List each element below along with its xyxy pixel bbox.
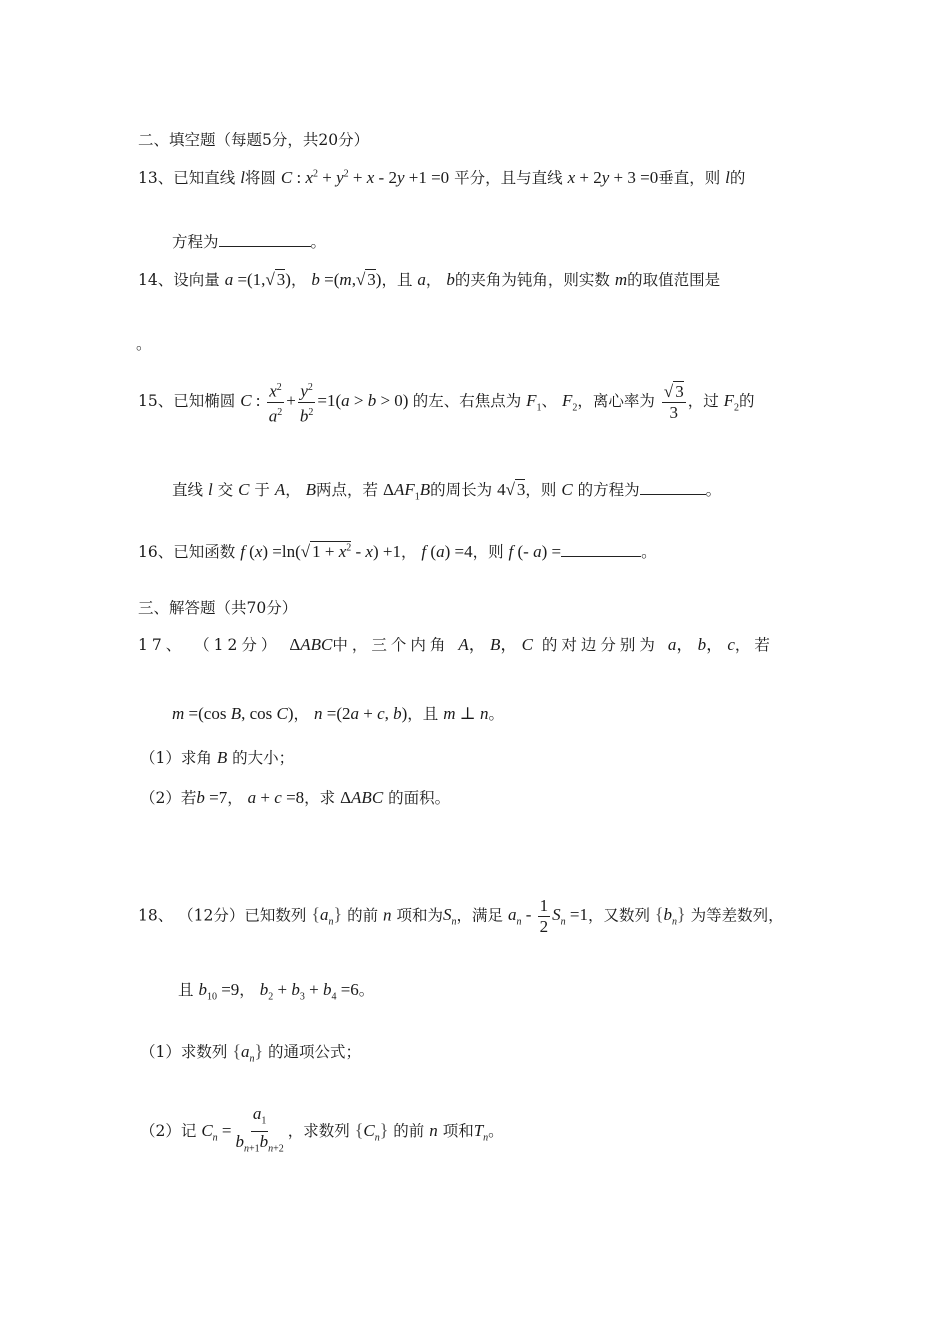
math-sequence-condition: $a_n$ - $\frac{1}{2}$ $S_n =1$ [507, 896, 588, 936]
question-14-number: 14、 [138, 271, 174, 289]
question-18-line-2: 且 $b_{10} =9$， $b_2 + b_3 + b_4 =6$。 [178, 980, 375, 1003]
math-triangle-af1b: $\Delta AF_1B$ [383, 480, 431, 503]
question-16-number: 16、 [138, 543, 174, 561]
question-17-line-1: 17、 （12分） ΔABC中，三个内角 A， B， C 的对边分别为 a， b， c，若 [138, 635, 774, 654]
math-eccentricity: $\frac{√ 3}{3}$ [663, 381, 684, 422]
section-3-title: 三、解答题（共70分） [138, 599, 298, 617]
math-circle-equation: C : $x^2 + y^2 + x - 2y +1 =0$ [280, 168, 450, 187]
question-17-part-1: （1）求角 B 的大小； [140, 748, 295, 767]
math-function-f: f (x) =ln(√ $1 + x^2 - x) +1$ [240, 542, 401, 561]
math-cn-definition: $C_n$ = $\frac{a_1}{b_{n+1}b_{n+2}}$ [201, 1104, 284, 1155]
question-13-line-1: 13、已知直线 l将圆 C : $x^2 + y^2 + x - 2y +1 =0$ 平分，且与直线 x + 2y + 3 =0垂直，则 l的 [138, 168, 746, 187]
math-ellipse-equation: C : $\frac{x^2}{a^2}$ + $\frac{y^2}{b^2}$ =1(a > b > 0) [240, 391, 413, 410]
question-18-number: 18、 [138, 906, 174, 925]
question-15-line-1: 15、已知椭圆 C : $\frac{x^2}{a^2}$ + $\frac{y^2}{b^2}$ =1(a > b > 0) 的左、右焦点为 $F_1$、 $F_2$，离心率为 $\frac{√ 3}{3}$ ，过 $F_2$的 [138, 378, 755, 426]
question-14-line-2: 。 [136, 335, 152, 353]
math-line-equation: x + 2y + 3 =0 [567, 168, 659, 187]
question-17-part-2: （2）若b =7， a + c =8，求 ΔABC 的面积。 [140, 788, 451, 807]
question-18-line-1: 18、 （12分）已知数列 $\{a_n\}$ 的前 n 项和为$S_n$，满足 $a_n$ - $\frac{1}{2}$ $S_n =1$，又数列 $\{b_n\}$ 为等差数列， [138, 896, 784, 936]
answer-blank-16 [561, 547, 641, 557]
question-13-line-2: 方程为 。 [172, 233, 327, 251]
question-13-number: 13、 [138, 169, 174, 187]
math-perimeter: 4√ 3 [497, 480, 526, 499]
question-18-part-2: （2）记 $C_n$ = $\frac{a_1}{b_{n+1}b_{n+2}}$ ，求数列 $\{C_n\}$ 的前 n 项和$T_n$。 [140, 1104, 504, 1155]
math-vector-m: m =(cos B, cos C) [172, 704, 294, 723]
question-18-part-1: （1）求数列 $\{a_n\}$ 的通项公式； [140, 1041, 362, 1065]
question-15-line-2: 直线 l 交 C 于 A， B两点，若 $\Delta AF_1B$的周长为 4√ 3，则 C 的方程为 。 [172, 480, 722, 503]
math-vector-b: b =(m,√ 3) [311, 270, 382, 289]
question-15-number: 15、 [138, 392, 174, 411]
question-17-line-2: m =(cos B, cos C)， n =(2a + c, b)，且 m ⊥ n。 [172, 704, 505, 723]
math-vector-n: n =(2a + c, b) [313, 704, 408, 723]
answer-blank-13 [219, 232, 311, 247]
question-14-line-1: 14、设向量 a =(1,√ 3)， b =(m,√ 3)，且 a， b的夹角为钝角，则实数 m的取值范围是 [138, 270, 721, 289]
math-l: l [240, 168, 245, 187]
math-vector-a: a =(1,√ 3) [224, 270, 291, 289]
question-16-line-1: 16、已知函数 f (x) =ln(√ $1 + x^2 - x) +1$， f (a) =4，则 f (- a) = 。 [138, 542, 657, 561]
answer-blank-15 [640, 480, 706, 495]
section-2-title: 二、填空题（每题5分，共20分） [138, 131, 370, 149]
question-17-number: 17、 [138, 636, 186, 654]
